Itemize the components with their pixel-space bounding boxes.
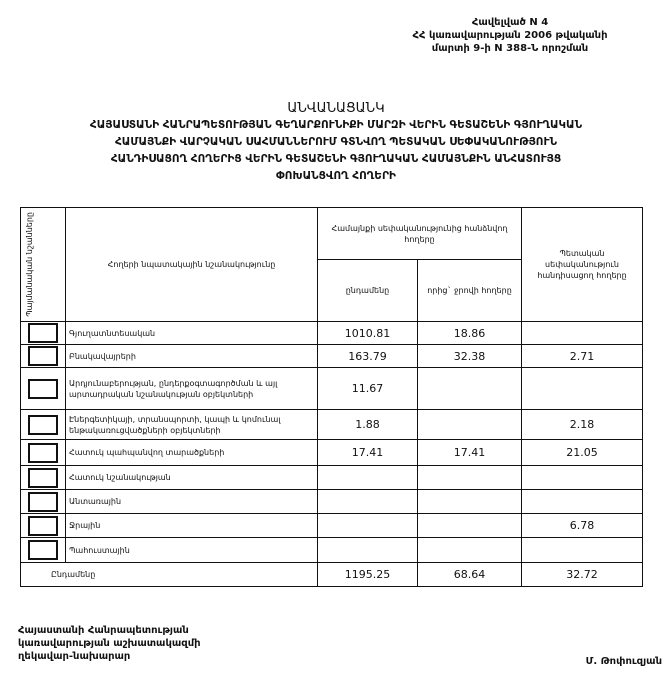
legend-symbol	[28, 415, 58, 435]
table-row	[21, 322, 643, 345]
signatory-line: կառավարության աշխատակազմի	[18, 638, 201, 649]
cell-total	[318, 514, 418, 538]
total-irrigated: 68.64	[418, 563, 522, 587]
cell-total: 11.67	[318, 368, 418, 410]
legend-symbol	[28, 468, 58, 488]
signatory-name: Մ. Թոփուզյան	[585, 656, 662, 667]
cell-irrigated	[418, 514, 522, 538]
table-row	[21, 368, 643, 410]
cell-irrigated	[418, 466, 522, 490]
cell-total	[318, 490, 418, 514]
row-label: Պահուստային	[66, 538, 318, 563]
cell-total: 17.41	[318, 440, 418, 466]
legend-symbol	[28, 492, 58, 512]
row-label: Անտառային	[66, 490, 318, 514]
header-purpose: Հողերի նպատակային նշանակությունը	[66, 208, 318, 322]
cell-total: 163.79	[318, 345, 418, 368]
cell-state: 2.18	[522, 410, 643, 440]
cell-state: 2.71	[522, 345, 643, 368]
row-label: Հատուկ նշանակության	[66, 466, 318, 490]
header-total: ընդամենը	[318, 260, 418, 322]
header-irrigated: որից` ջրովի հողերը	[418, 260, 522, 322]
row-label: Արդյունաբերության, ընդերքօգտագործման և այլ արտադրական նշանակության օբյեկտների	[66, 368, 318, 410]
cell-total: 1.88	[318, 410, 418, 440]
title-main: ԱՆՎԱՆԱՑԱՆԿ	[287, 101, 385, 116]
cell-total	[318, 466, 418, 490]
title-line: ՓՈԽԱՆՑՎՈՂ ՀՈՂԵՐԻ	[276, 170, 396, 182]
legend-symbol	[28, 540, 58, 560]
cell-irrigated	[418, 490, 522, 514]
cell-irrigated: 17.41	[418, 440, 522, 466]
annex-number: Հավելված N 4	[471, 17, 549, 28]
legend-symbol	[28, 443, 58, 463]
header-state: Պետական սեփականություն հանդիսացող հողերը	[522, 208, 643, 322]
cell-state: 21.05	[522, 440, 643, 466]
cell-irrigated	[418, 538, 522, 563]
cell-state	[522, 490, 643, 514]
title-line: ՀԱՆԴԻՍԱՑՈՂ ՀՈՂԵՐԻՑ ՎԵՐԻՆ ԳԵՏԱՇԵՆԻ ԳՅՈՒՂԱԿԱՆ ՀԱՄԱՅՆՔԻՆ ԱՆՀԱՏՈՒՅՑ	[110, 153, 562, 165]
row-label: Բնակավայրերի	[66, 345, 318, 368]
cell-irrigated: 18.86	[418, 322, 522, 345]
document-title	[0, 100, 672, 185]
signatory-line: Հայաստանի Հանրապետության	[18, 625, 189, 636]
table-row	[21, 440, 643, 466]
annex-reference	[400, 16, 620, 55]
cell-irrigated	[418, 410, 522, 440]
land-table	[20, 207, 643, 587]
title-line: ՀԱՄԱՅՆՔԻ ՎԱՐՉԱԿԱՆ ՍԱՀՄԱՆՆԵՐՈՒՄ ԳՏՆՎՈՂ ՊԵՏԱԿԱՆ ՍԵՓԱԿԱՆՈՒԹՅՈՒՆ	[114, 136, 558, 148]
table-row	[21, 466, 643, 490]
total-row	[21, 563, 643, 587]
cell-irrigated	[418, 368, 522, 410]
cell-total	[318, 538, 418, 563]
cell-state: 6.78	[522, 514, 643, 538]
table-row	[21, 514, 643, 538]
signatory-title	[18, 624, 201, 663]
cell-state	[522, 538, 643, 563]
table-row	[21, 345, 643, 368]
total-label: Ընդամենը	[21, 563, 318, 587]
annex-decree: ՀՀ կառավարության 2006 թվականի	[412, 30, 608, 41]
annex-date: մարտի 9-ի N 388-Ն որոշման	[431, 43, 589, 54]
cell-state	[522, 466, 643, 490]
header-community-group: Համայնքի սեփականությունից հանձնվող հողերը	[318, 208, 522, 260]
legend-symbol	[28, 379, 58, 399]
table-row	[21, 410, 643, 440]
table-row	[21, 538, 643, 563]
total-state: 32.72	[522, 563, 643, 587]
row-label: Ջրային	[66, 514, 318, 538]
cell-irrigated: 32.38	[418, 345, 522, 368]
cell-total: 1010.81	[318, 322, 418, 345]
cell-state	[522, 368, 643, 410]
signatory-line: ղեկավար-նախարար	[18, 651, 131, 662]
legend-symbol	[28, 516, 58, 536]
legend-symbol	[28, 323, 58, 343]
total-all: 1195.25	[318, 563, 418, 587]
row-label: Հատուկ պահպանվող տարածքների	[66, 440, 318, 466]
row-label: Գյուղատնտեսական	[66, 322, 318, 345]
row-label: Էներգետիկայի, տրանսպորտի, կապի և կոմունալ ենթակառուցվածքների օբյեկտների	[66, 410, 318, 440]
table-row	[21, 490, 643, 514]
header-symbols: Պայմանական նշանները	[21, 208, 66, 322]
cell-state	[522, 322, 643, 345]
title-line: ՀԱՅԱՍՏԱՆԻ ՀԱՆՐԱՊԵՏՈՒԹՅԱՆ ԳԵՂԱՐՔՈՒՆԻՔԻ ՄԱՐԶԻ ՎԵՐԻՆ ԳԵՏԱՇԵՆԻ ԳՅՈՒՂԱԿԱՆ	[89, 119, 583, 131]
legend-symbol	[28, 346, 58, 366]
